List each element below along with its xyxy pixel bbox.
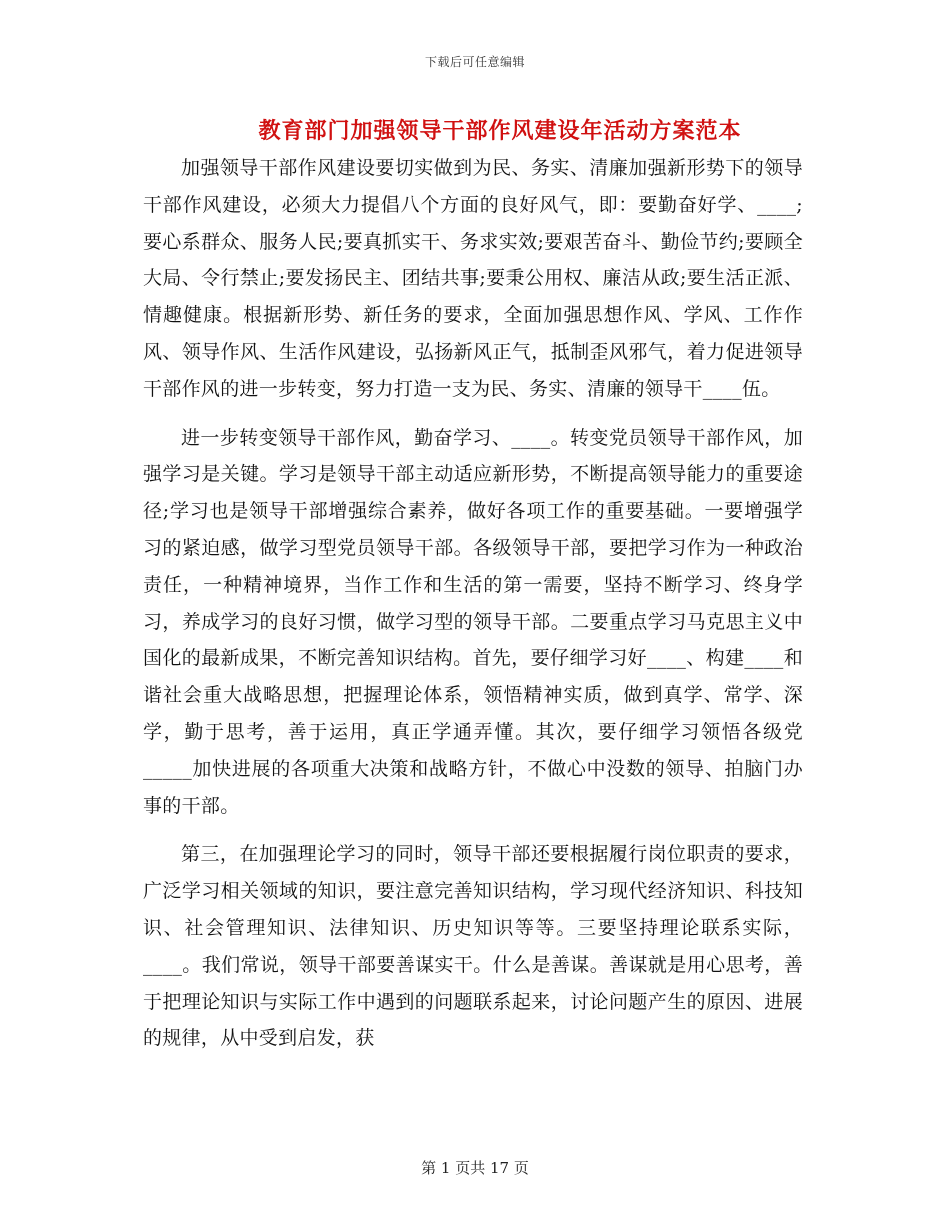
page-footer: 第 1 页共 17 页 (421, 1159, 529, 1177)
header-note: 下载后可任意编辑 (424, 55, 525, 69)
paragraph-1: 加强领导干部作风建设要切实做到为民、务实、清廉加强新形势下的领导干部作风建设，必须大力提倡八个方面的良好风气，即：要勤奋好学、____;要心系群众、服务人民;要真抓实干、务求实效;要艰苦奋斗、勤俭节约;要顾全大局、令行禁止;要发扬民主、团结共事;要秉公用权、廉洁从政;要生活正派、情趣健康。根据新形势、新任务的要求，全面加强思想作风、学风、工作作风、领导作风、生活作风建设，弘扬新风正气，抵制歪风邪气，着力促进领导干部作风的进一步转变，努力打造一支为民、务实、清廉的领导干____伍。 (143, 157, 803, 400)
paragraph-2: 进一步转变领导干部作风，勤奋学习、____。转变党员领导干部作风，加强学习是关键。学习是领导干部主动适应新形势，不断提高领导能力的重要途径;学习也是领导干部增强综合素养，做好各项工作的重要基础。一要增强学习的紧迫感，做学习型党员领导干部。各级领导干部，要把学习作为一种政治责任，一种精神境界，当作工作和生活的第一需要，坚持不断学习、终身学习，养成学习的良好习惯，做学习型的领导干部。二要重点学习马克思主义中国化的最新成果，不断完善知识结构。首先，要仔细学习好____、构建____和谐社会重大战略思想，把握理论体系，领悟精神实质，做到真学、常学、深学，勤于思考，善于运用，真正学通弄懂。其次，要仔细学习领悟各级党_____加快进展的各项重大决策和战略方针，不做心中没数的领导、拍脑门办事的干部。 (143, 426, 803, 817)
paragraph-3: 第三，在加强理论学习的同时，领导干部还要根据履行岗位职责的要求，广泛学习相关领域的知识，要注意完善知识结构，学习现代经济知识、科技知识、社会管理知识、法律知识、历史知识等等。三要坚持理论联系实际，____。我们常说，领导干部要善谋实干。什么是善谋。善谋就是用心思考，善于把理论知识与实际工作中遇到的问题联系起来，讨论问题产生的原因、进展的规律，从中受到启发，获 (143, 843, 803, 1050)
document-body (143, 150, 803, 1069)
document-title: 教育部门加强领导干部作风建设年活动方案范本 (258, 118, 742, 144)
